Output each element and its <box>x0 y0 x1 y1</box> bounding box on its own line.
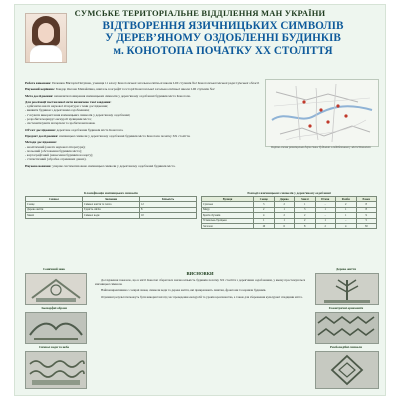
title-line: У ДЕРЕВ’ЯНОМУ ОЗДОБЛЕННІ БУДИНКІВ <box>105 32 341 45</box>
table-cell: 1 <box>315 207 336 212</box>
table-cell: 1 <box>315 218 336 223</box>
research-goal: Мета дослідження: визначити поширення язичницьких символів у дерев’яному оздобленні будинків міста Конотопа. <box>25 93 191 98</box>
table-cell: Хвилі <box>26 213 83 218</box>
photo-caption: Сонячний знак <box>42 267 66 271</box>
photo-caption: Дерево життя <box>336 267 356 271</box>
research-subject: Предмет дослідження: язичницькі символи у дерев’яному оздобленні будинків міста Конотопа початку ХХ століття. <box>25 133 191 138</box>
table-cell: 1 <box>336 207 357 212</box>
table-cell: Символ води <box>83 213 140 218</box>
classification-table-title: Класифікація язичницьких символів <box>84 191 138 195</box>
distribution-table-title: Розподіл язичницьких символів у дерев’яному оздобленні <box>247 191 331 195</box>
table-header-cell: Кількість <box>140 197 197 202</box>
water-symbol-photo <box>25 351 87 389</box>
research-info <box>25 81 260 170</box>
author-portrait <box>25 13 67 63</box>
table-header-cell: Сонце <box>254 197 275 202</box>
conclusions-heading: ВИСНОВКИ <box>186 271 214 276</box>
geometric-ornament-photo <box>315 312 379 344</box>
table-cell: 4 <box>254 213 275 218</box>
table-cell: 2 <box>254 207 275 212</box>
table-header-cell: Вулиця <box>202 197 254 202</box>
table-header-cell: Ромби <box>336 197 357 202</box>
photo-caption: Символ води та неба <box>38 345 70 349</box>
table-cell: Єдність світів <box>83 207 140 212</box>
table-cell: 5 <box>356 218 377 223</box>
table-cell: 2 <box>274 213 295 218</box>
table-cell: 3 <box>254 202 275 207</box>
table-cell: Сонце <box>26 202 83 207</box>
distribution-table <box>201 191 377 229</box>
carved-window-photo <box>25 273 87 305</box>
table-header-cell: Значення <box>83 197 140 202</box>
photo-caption: Ромбоподібні символи <box>330 345 362 349</box>
city-map-drawing <box>266 80 378 146</box>
supervisor-info: Науковий керівник: Бондар Оксана Михайлівна, вчитель географії та історії Конотопської загальноосвітньої школи І-ІІІ ступенів №2 <box>25 87 215 92</box>
table-cell: 1 <box>336 213 357 218</box>
table-cell: Дерево життя <box>26 207 83 212</box>
table-header-cell: Дерево <box>274 197 295 202</box>
paragraph: Найпоширенішими є солярні знаки, символи води та дерева життя, які прикрашають лиштви, фронтони та карнизи будинків. <box>101 288 267 293</box>
table-cell: Братів Лузанів <box>202 213 254 218</box>
photo-caption: Геометричні орнаменти <box>328 306 364 310</box>
rhombus-symbol-photo <box>315 351 379 389</box>
title-line: ВІДТВОРЕННЯ ЯЗИЧНИЦЬКИХ СИМВОЛІВ <box>102 20 344 32</box>
table-cell: 12 <box>140 202 197 207</box>
table-cell: 10 <box>254 224 275 229</box>
table-cell: 3 <box>295 207 316 212</box>
table-cell: 2 <box>295 213 316 218</box>
table-cell: 2 <box>315 224 336 229</box>
table-cell: 8 <box>356 207 377 212</box>
table-header-cell: Птахи <box>315 197 336 202</box>
research-methods: Методи дослідження: - аналітичний (аналіз наукової літератури); - польовий (обстеження будинків міста); - картографічний (нанесення будинків на карту); - статистичний (обробка отриманих даних). <box>25 140 94 162</box>
zoomorphic-carving-photo <box>25 312 87 344</box>
organization-name: СУМСЬКЕ ТЕРИТОРІАЛЬНЕ ВІДДІЛЕННЯ МАН УКРАЇНИ <box>74 8 326 18</box>
research-object: Об’єкт дослідження: дерев’яне оздоблення будинків міста Конотопа. <box>25 127 124 132</box>
table-cell: 2 <box>336 202 357 207</box>
table-cell: 2 <box>295 218 316 223</box>
table-cell: 1 <box>274 207 295 212</box>
table-cell: 1 <box>274 218 295 223</box>
table-cell: 30 <box>356 224 377 229</box>
table-cell: 8 <box>140 207 197 212</box>
table-cell: – <box>315 213 336 218</box>
classification-table <box>25 191 197 219</box>
table-cell: Миру <box>202 207 254 212</box>
author-info: Робота виконана: Печенюк Вікторія Петрівна, учениця 11 класу Конотопської загальноосвітньої школи І-ІІІ ступенів №2 Конотопської міської ради Сумської області <box>25 81 260 85</box>
title-line: м. КОНОТОПА ПОЧАТКУ ХХ СТОЛІТТЯ <box>113 44 333 57</box>
table-cell: – <box>315 202 336 207</box>
table-cell: 9 <box>356 213 377 218</box>
paragraph: Отримані результати можуть бути використані під час проведення екскурсій та уроків краєзнавства, а також для збереження культурної спадщини міста. <box>101 294 303 299</box>
city-map <box>265 79 379 147</box>
scientific-novelty: Наукова новизна: уперше систематизовано язичницькі символи у дерев’яному оздобленні будинків міста. <box>25 163 176 168</box>
table-cell: 1 <box>254 218 275 223</box>
poster-title <box>73 20 373 57</box>
table-header-cell: Хвилі <box>295 197 316 202</box>
table-cell: 4 <box>336 224 357 229</box>
table-row <box>26 213 197 218</box>
table-cell: 10 <box>140 213 197 218</box>
paragraph: Дослідження показало, що в місті Конотоп збереглася значна кількість будинків початку ХХ століття з дерев’яним оздобленням, у якому простежуються язичницькі символи. <box>95 278 305 287</box>
table-cell: 1 <box>295 202 316 207</box>
table-cell: 8 <box>295 224 316 229</box>
table-cell: Символ життя та тепла <box>83 202 140 207</box>
table-cell: Сумська <box>202 202 254 207</box>
table-cell: 6 <box>274 224 295 229</box>
research-tasks: Для реалізації поставленої мети визначено такі завдання: - здійснити аналіз наукової літератури з теми дослідження; - виявити будинки з дерев’яним оздобленням; - з’ясувати використання язичницьких символів у дерев’яному оздобленні; - розробити маршрут екскурсії вулицями міста; - систематизувати матеріали та зробити висновки. <box>25 99 131 126</box>
table-header-cell: Символ <box>26 197 83 202</box>
header <box>15 5 385 79</box>
conclusions-text <box>95 278 305 301</box>
table-cell: Успенсько-Троїцька <box>202 218 254 223</box>
map-caption: Карта-схема розміщення дерев’яних будинків з оздобленням у місті Конотоп <box>271 145 371 149</box>
table-row <box>202 224 377 229</box>
table-cell: – <box>336 218 357 223</box>
tree-of-life-photo <box>315 273 379 305</box>
table-header-cell: Разом <box>356 197 377 202</box>
poster <box>14 4 386 396</box>
table-cell: 2 <box>274 202 295 207</box>
table-cell: 8 <box>356 202 377 207</box>
photo-caption: Зооморфні образи <box>41 306 67 310</box>
table-cell: Загалом <box>202 224 254 229</box>
